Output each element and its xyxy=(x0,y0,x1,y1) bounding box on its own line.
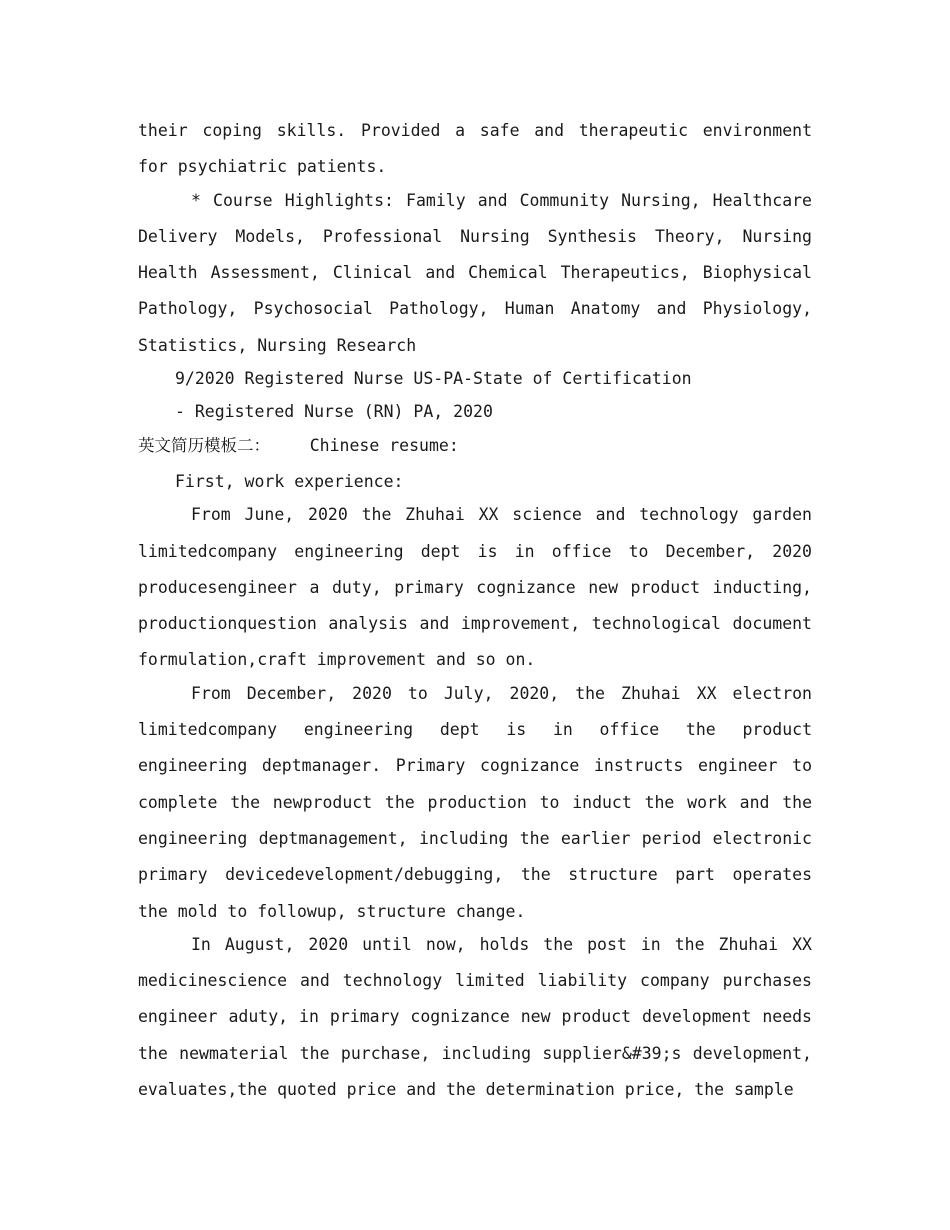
paragraph-certification: 9/2020 Registered Nurse US-PA-State of Certification xyxy=(175,369,692,389)
paragraph-job-2: From December, 2020 to July, 2020, the Zhuhai XX electron limitedcompany engineering dept is in office the product engineering deptmanager. Primary cognizance instructs engineer to complete the newproduct the production to induct the work and the engineering deptmanagement, including the earlier period electronic primary devicedevelopment/debugging, the structure part operates the mold to followup, structure change. xyxy=(138,683,812,921)
heading-english-label: Chinese resume: xyxy=(309,435,459,455)
heading-chinese-label: 英文简历模板二： xyxy=(138,435,270,455)
paragraph-coping-skills: their coping skills. Provided a safe and therapeutic environment for psychiatric patients. xyxy=(138,121,812,177)
paragraph-job-1: From June, 2020 the Zhuhai XX science and technology garden limitedcompany engineering dept is in office to December, 2020 producesengineer a duty, primary cognizance new product inducting, productionquestion analysis and improvement, technological document formulation,craft improvement and so on. xyxy=(138,505,812,670)
paragraph-course-highlights: * Course Highlights: Family and Community Nursing, Healthcare Delivery Models, Professional Nursing Synthesis Theory, Nursing Health Assessment, Clinical and Chemical Therapeutics, Biophysical Pathology, Psychosocial Pathology, Human Anatomy and Physiology, Statistics, Nursing Research xyxy=(138,190,812,355)
document-page xyxy=(138,113,812,1108)
paragraph-rn-license: - Registered Nurse (RN) PA, 2020 xyxy=(175,402,493,422)
paragraph-work-experience-title: First, work experience: xyxy=(175,471,404,491)
paragraph-job-3: In August, 2020 until now, holds the post in the Zhuhai XX medicinescience and technology limited liability company purchases engineer aduty, in primary cognizance new product development needs the newmaterial the purchase, including supplier&#39;s development, evaluates,the quoted price and the determination price, the sample xyxy=(138,934,812,1100)
section-heading xyxy=(138,428,812,464)
